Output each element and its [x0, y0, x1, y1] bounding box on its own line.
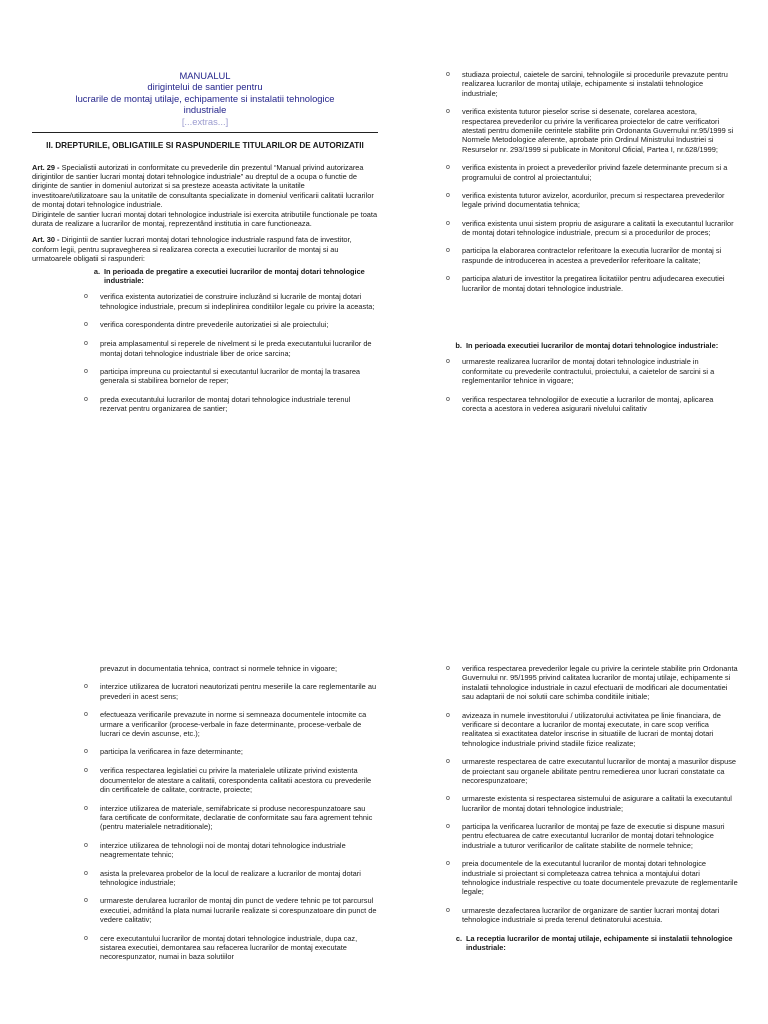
list-item — [446, 357, 738, 385]
manual-subtitle-2: lucrarile de montaj utilaje, echipamente si instalatii tehnologice — [75, 92, 335, 104]
list-item-text: urmareste existenta si respectarea sistemului de asigurare a calitatii la executantul lucrarilor de montaj dotari tehnologice industriale; — [462, 794, 732, 813]
bullet-icon: o — [446, 191, 450, 199]
section-b-list-bottom-right — [446, 664, 738, 925]
list-item-text: verifica corespondenta dintre prevederile autorizatiei si ale proiectului; — [100, 320, 329, 330]
extras-note: [...extras...] — [181, 115, 229, 127]
list-item-text: verifica existenta unui sistem propriu de asigurare a calitatii la executantul lucrarilor de montaj dotari tehnologice industriale, precum si a procedurilor de proces; — [462, 218, 734, 238]
section-a-letter: a. — [93, 266, 100, 276]
article-30 — [32, 235, 378, 263]
list-item-text: verifica existenta autorizatiei de construire incluzând si lucrarile de montaj dotari tehnologice industriale, precum si indeplinirea conditiilor legale cu privire la aceasta; — [100, 292, 375, 311]
list-item — [84, 896, 378, 924]
list-item-text: cere executantului lucrarilor de montaj dotari tehnologice industriale, dupa caz, sistarea executiei, demontarea sau refacerea lucrarilor de montaj executate necorespunzator, numai in baza solutiilor — [100, 933, 358, 962]
manual-header — [32, 70, 378, 127]
list-item-text: verifica respectarea legislatiei cu privire la materialele utilizate privind existenta documentelor de atestare a calitatii, corespondenta calitatii acestora cu prevederile din certificatele de calitate, contracte, proiecte; — [100, 766, 372, 795]
list-item — [84, 869, 378, 888]
article-30-label: Art. 30 - — [32, 235, 60, 245]
list-item-text: urmareste dezafectarea lucrarilor de organizare de santier lucrari montaj dotari tehnologice industriale si preda terenul detinatorului acestuia. — [462, 905, 720, 925]
bullet-icon: o — [84, 897, 88, 905]
article-29 — [32, 163, 378, 229]
bullet-icon: o — [446, 395, 450, 403]
right-column — [446, 70, 738, 422]
list-item — [84, 710, 378, 738]
bullet-icon: o — [84, 321, 88, 329]
continuation-text: prevazut in documentatia tehnica, contract si normele tehnice in vigoare; — [100, 664, 338, 673]
bullet-icon: o — [446, 71, 450, 78]
article-30-text: Dirigintii de santier lucrari montaj dotari tehnologice industriale raspund fata de investitor, conform legii, pentru supravegherea si realizarea corecta a executiei lucrarilor de montaj si au urmatoarele obligatii si raspunderi: — [32, 235, 352, 264]
list-item-text: urmareste respectarea de catre executantul lucrarilor de montaj a masurilor dispuse de proiectant sau organele abilitate pentru remedierea unor lucrari constatate ca necorespunzatoare; — [462, 757, 736, 785]
bullet-icon: o — [84, 367, 88, 375]
bullet-icon: o — [446, 164, 450, 172]
bullet-icon: o — [446, 795, 450, 803]
list-item-text: participa la verificarea in faze determinante; — [100, 747, 243, 757]
manual-title: MANUALUL — [179, 70, 231, 81]
bullet-icon: o — [446, 758, 450, 766]
list-item-text: participa alaturi de investitor la pregatirea licitatiilor pentru adjudecarea executiei lucrarilor de montaj dotari tehnologice industriale. — [462, 274, 725, 293]
bullet-icon: o — [84, 395, 88, 403]
list-item — [446, 70, 738, 98]
list-item-text: interzice utilizarea de materiale, semifabricate si produse necorespunzatoare sau fara certificate de conformitate, declaratie de conformitate sau fara agrement tehnic (pentru materialele netraditionale); — [100, 803, 373, 832]
right-column-2 — [446, 664, 738, 959]
list-item — [446, 395, 738, 414]
bullet-icon: o — [446, 823, 450, 831]
bullet-icon: o — [84, 767, 88, 775]
list-item-text: participa la verificarea lucrarilor de montaj pe faze de executie si dispune masuri pentru efectuarea de catre executantul lucrarilor de montaj dotari tehnologice industriale a tuturor verificarilor de calitate stabilite de normele tehnice; — [462, 822, 725, 850]
list-item — [446, 219, 738, 238]
list-item-text: verifica respectarea prevederilor legale cu privire la cerintele stabilite prin Ordonanta Guvernului nr. 95/1995 privind calitatea lucrarilor de montaj utilaje, echipamente si instalatii tehnologice industriale in cazul efectuarii de modificari ale documentatiei sau adaptarii de noi solutii care schimba conditiile initiale; — [462, 664, 738, 702]
list-item — [84, 320, 378, 330]
bullet-icon: o — [84, 869, 88, 877]
list-item — [84, 367, 378, 386]
bullet-icon: o — [446, 358, 450, 366]
section-a-title: In perioada de pregatire a executiei lucrarilor de montaj dotari tehnologice industriale: — [104, 266, 365, 285]
section-b-title: In perioada executiei lucrarilor de montaj dotari tehnologice industriale: — [466, 341, 719, 351]
article-29-text-2: Dirigintele de santier lucrari montaj dotari tehnologice industriale isi exercita atributiile functionale pe toata durata de realizare a lucrarilor de montaj, reprezentând institutia in care functioneaza. — [32, 209, 378, 228]
bullet-icon: o — [84, 340, 88, 348]
list-item — [446, 274, 738, 293]
bullet-icon: o — [446, 108, 450, 116]
list-item — [446, 246, 738, 265]
list-item — [84, 747, 378, 757]
section-a-heading — [84, 267, 378, 286]
list-item — [446, 794, 738, 813]
list-item — [84, 395, 378, 414]
list-item — [446, 163, 738, 182]
bullet-icon: o — [446, 247, 450, 255]
list-item — [84, 766, 378, 794]
list-item — [446, 757, 738, 785]
bullet-icon: o — [84, 711, 88, 719]
header-rule — [32, 132, 378, 133]
list-item-text: preia amplasamentul si reperele de nivelment si le preda executantului lucrarilor de montaj dotari tehnologice industriale liber de orice sarcina; — [100, 339, 372, 358]
list-item — [84, 841, 378, 860]
list-item-text: participa la elaborarea contractelor referitoare la executia lucrarilor de montaj si raspunde de introducerea in acestea a prevederilor referitoare la calitate; — [462, 246, 722, 265]
list-item-text: urmareste realizarea lucrarilor de montaj dotari tehnologice industriale in conformitate cu prevederile contractului, proiectului, a caietelor de sarcini si a reglementarilor tehnice in vigoare; — [462, 357, 715, 386]
bullet-icon: o — [84, 804, 88, 812]
list-item-text: urmareste derularea lucrarilor de montaj din punct de vedere tehnic pe tot parcursul executiei, admitând la plata numai lucrarile realizate si corespunzatoare din punct de vedere calitativ; — [100, 896, 377, 925]
left-column-2 — [84, 664, 378, 971]
section-c-title: La receptia lucrarilor de montaj utilaje, echipamente si instalatii tehnologice industriale: — [466, 933, 733, 952]
list-item — [446, 906, 738, 925]
list-item-text: interzice utilizarea de lucratori neautorizati pentru meseriile la care reglementarile au prevederi in acest sens; — [100, 682, 377, 701]
list-item — [446, 711, 738, 749]
list-item-text: studiaza proiectul, caietele de sarcini, tehnologiile si procedurile prevazute pentru realizarea lucrarilor de montaj utilaje, echipamente si instalatii tehnologice industriale; — [462, 70, 728, 98]
section-a-list-right — [446, 70, 738, 293]
bullet-icon: o — [446, 219, 450, 227]
list-item — [446, 191, 738, 210]
list-item-text: efectueaza verificarile prevazute in norme si semneaza documentele intocmite ca urmare a verificarilor (procese-verbale in faze determinante, procese-verbale de lucrari ce devin ascunse, etc.); — [100, 710, 367, 738]
document-page-bottom — [0, 654, 768, 1024]
list-item-text: participa impreuna cu proiectantul si executantul lucrarilor de montaj la trasarea generala si stabilirea bornelor de reper; — [100, 366, 361, 386]
manual-subtitle-1: dirigintelui de santier pentru — [147, 81, 263, 93]
list-item — [84, 339, 378, 358]
list-item-text: avizeaza in numele investitorului / utilizatorului activitatea pe linie financiara, de verificare si decontare a lucrarilor de montaj executate, in care scop verifica realitatea si exactitatea datelor inscrise in situatiile de lucrari de montaj dotari tehnologice industriale privind stadiile fizice realizate; — [462, 710, 721, 748]
list-item-text: verifica existenta in proiect a prevederilor privind fazele determinante precum si a programului de control al proiectantului; — [462, 163, 728, 182]
section-c-heading — [446, 934, 738, 953]
list-item-text: verifica existenta tuturor pieselor scrise si desenate, corelarea acestora, respectarea prevederilor cu privire la verificarea proiectelor de catre verificatori atestati pentru domeniile cerintele stabilite prin Ordonanta Guvernului nr.95/1999 si Normele Metodologice aferente, aprobate prin Ordinul Ministrului Industriei si Resurselor nr. 293/1999 si publicate in Monitorul Oficial, Partea I, nr.628/1999; — [462, 107, 734, 154]
section-b-list-top — [446, 357, 738, 413]
section-b-letter: b. — [455, 341, 462, 351]
list-item-text: preda executantului lucrarilor de montaj dotari tehnologice industriale terenul rezervat pentru organizarea de santier; — [100, 394, 351, 414]
article-29-text: Specialistii autorizati in conformitate cu prevederile din prezentul “Manual privind autorizarea dirigintilor de santier lucrari montaj dotari tehnologice industriale” au dreptul de a ocupa o functie de diriginte de santier in domeniul autorizat si sa presteze aceasta activitate la unitatile investitoare/utilizatoare sau la unitatile de consultanta specializate in domeniul verificarii calitatii lucrarilor de montaj dotari tehnologice industriale. — [32, 162, 374, 210]
left-column — [32, 70, 378, 423]
bullet-icon: o — [446, 665, 450, 672]
list-item — [446, 859, 738, 897]
bullet-icon: o — [84, 683, 88, 691]
list-item-text: asista la prelevarea probelor de la locul de realizare a lucrarilor de montaj dotari tehnologice industriale; — [100, 868, 361, 887]
bullet-icon: o — [446, 275, 450, 283]
list-item — [446, 822, 738, 850]
bullet-icon: o — [446, 860, 450, 868]
page-gap — [0, 512, 768, 654]
list-item-text: preia documentele de la executantul lucrarilor de montaj dotari tehnologice industriale si proiectant si completeaza catrea tehnica a montajului dotari tehnologice industriale respective cu toate documentele prevazute de reglementarile legale; — [462, 859, 738, 897]
list-item-text: interzice utilizarea de tehnologii noi de montaj dotari tehnologice industriale neagrementate tehnic; — [100, 840, 346, 860]
manual-subtitle-3: industriale — [183, 104, 227, 116]
bullet-icon: o — [84, 293, 88, 301]
bullet-icon: o — [84, 748, 88, 756]
article-29-label: Art. 29 - — [32, 162, 60, 172]
bullet-icon: o — [84, 934, 88, 942]
section-b-list-bottom-left — [84, 682, 378, 961]
section-b-heading — [446, 341, 738, 350]
section-c-letter: c. — [455, 933, 462, 943]
list-item-text: verifica existenta tuturor avizelor, acordurilor, precum si respectarea prevederilor legale privind documentatia tehnica; — [462, 190, 725, 210]
list-item — [84, 934, 378, 962]
bullet-icon: o — [446, 906, 450, 914]
list-item — [446, 664, 738, 702]
bullet-icon: o — [446, 711, 450, 719]
section-title: II. DREPTURILE, OBLIGATIILE SI RASPUNDERILE TITULARILOR DE AUTORIZATII — [46, 141, 364, 151]
list-item — [84, 292, 378, 311]
list-item-text: verifica respectarea tehnologiilor de executie a lucrarilor de montaj, aplicarea corecta a acestora in vederea asigurarii nivelului calitativ — [462, 394, 714, 413]
bullet-icon: o — [84, 841, 88, 849]
list-item — [84, 804, 378, 832]
list-item — [446, 107, 738, 154]
section-a-list-left — [84, 292, 378, 413]
list-item — [84, 682, 378, 701]
